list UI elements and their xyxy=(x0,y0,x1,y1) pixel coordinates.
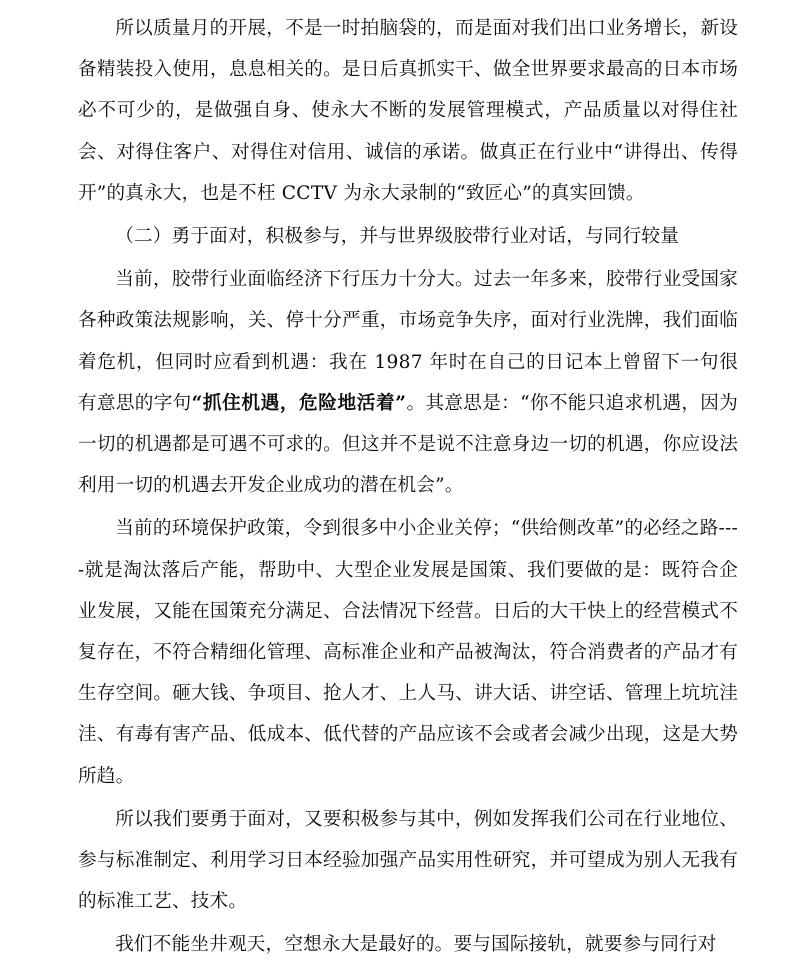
paragraph xyxy=(78,799,738,923)
text-run: 当前，胶带行业面临经济下行压力十分大。过去一年多来，胶带行业受国家各种政策法规影响，关、停十分严重，市场竞争失序，面对行业洗牌，我们面临着危机，但同时应看到机遇：我在 xyxy=(78,269,738,373)
emphasized-text: “抓住机遇，危险地活着” xyxy=(191,392,407,414)
paragraph xyxy=(78,216,738,257)
text-run: 所以质量月的开展，不是一时拍脑袋的，而是面对我们出口业务增长，新设备精装投入使用，息息相关的。是日后真抓实干、做全世界要求最高的日本市场必不可少的，是做强自身、使永大不断的发展管理模式，产品质量以对得住社会、对得住客户、对得住对信用、诚信的承诺。做真正在行业中“讲得出、传得开”的真永大，也是不枉 xyxy=(78,18,738,204)
text-run: 我们不能坐井观天，空想永大是最好的。要与国际接轨，就要参与同行对 xyxy=(115,934,717,956)
text-run: 当前的环境保护政策，令到很多中小企业关停；“供给侧改革”的必经之路----就是淘汰落后产能，帮助中、大型企业发展是国策、我们要做的是：既符合企业发展，又能在国策充分满足、合法情况下经营。日后的大干快上的经营模式不复存在，不符合精细化管理、高标准企业和产品被淘汰，符合消费者的产品才有生存空间。砸大钱、争项目、抢人才、上人马、讲大话、讲空话、管理上坑坑洼洼、有毒有害产品、低成本、低代替的产品应该不会或者会减少出现，这是大势所趋。 xyxy=(78,518,738,787)
text-run: 所以我们要勇于面对，又要积极参与其中，例如发挥我们公司在行业地位、参与标准制定、利用学习日本经验加强产品实用性研究，并可望成为别人无我有的标准工艺、技术。 xyxy=(78,808,738,913)
paragraph xyxy=(78,924,738,965)
text-run: 年时在自己的日记本上曾留下一句很有意思的字句 xyxy=(78,351,738,414)
text-run: 为永大录制的“致匠心”的真实回馈。 xyxy=(337,182,645,204)
document-body xyxy=(78,8,738,966)
text-run: 。其意思是：“你不能只追求机遇，因为一切的机遇都是可遇不可求的。但这并不是说不注意身边一切的机遇，你应设法利用一切的机遇去开发企业成功的潜在机会”。 xyxy=(78,392,739,497)
text-run: （二）勇于面对，积极参与，并与世界级胶带行业对话，与同行较量 xyxy=(115,226,680,248)
paragraph xyxy=(78,8,738,214)
paragraph xyxy=(78,508,738,796)
latin-text: 1987 xyxy=(374,351,423,373)
paragraph xyxy=(78,259,738,506)
latin-text: CCTV xyxy=(281,182,338,204)
